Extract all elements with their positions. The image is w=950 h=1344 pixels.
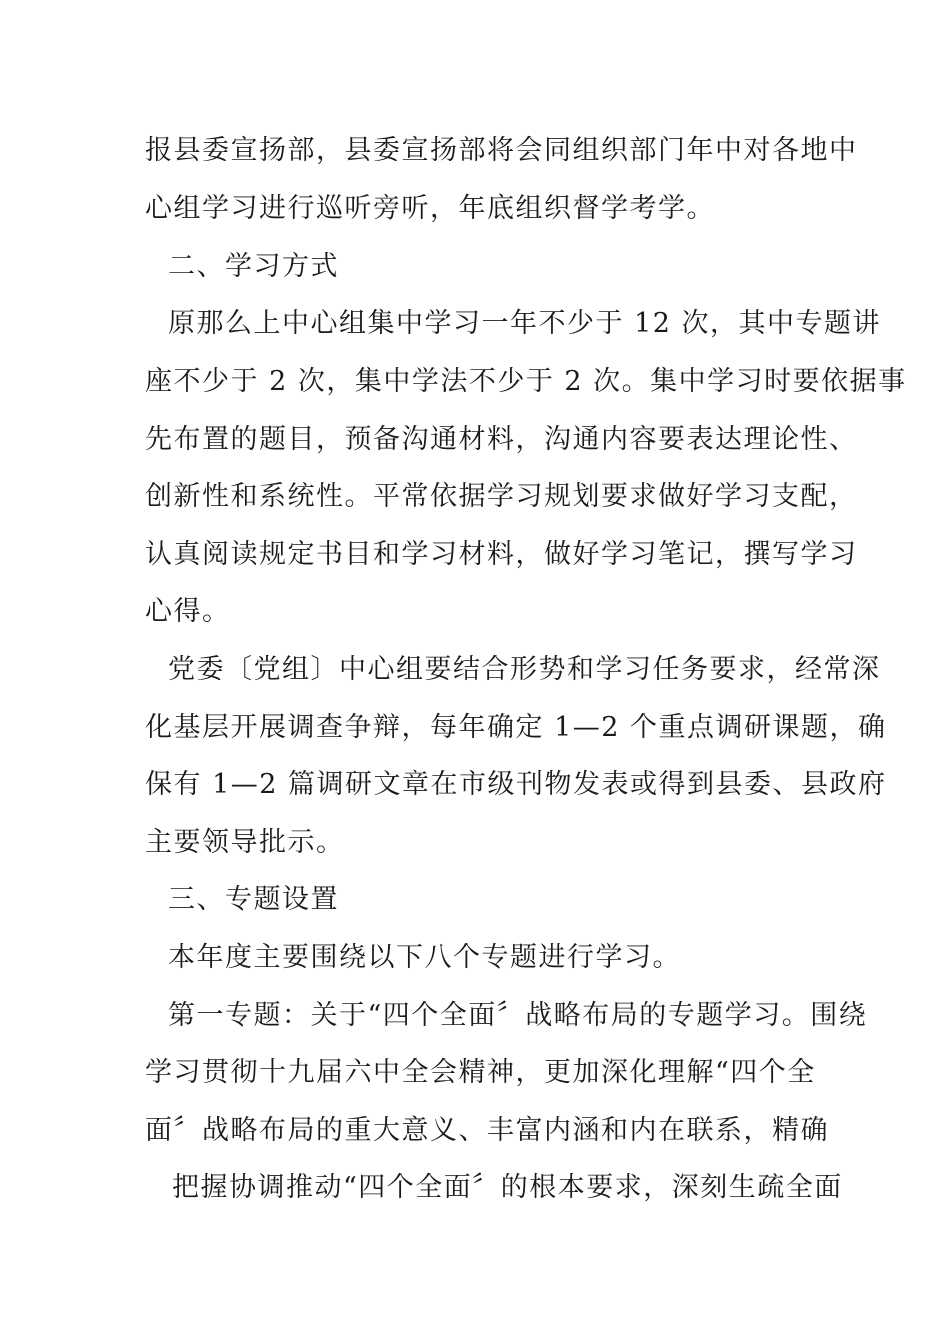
section-heading-study-method: 二、学习方式	[168, 251, 339, 282]
paragraph-line: 座不少于 2 次，集中学法不少于 2 次。集中学习时要依据事	[145, 366, 907, 397]
paragraph-line: 报县委宣扬部，县委宣扬部将会同组织部门年中对各地中	[145, 135, 858, 166]
section-heading-topic-setting: 三、专题设置	[168, 884, 339, 915]
paragraph-line: 学习贯彻十九届六中全会精神，更加深化理解“四个全	[145, 1057, 816, 1088]
paragraph-line: 第一专题：关于“四个全面〞战略布局的专题学习。围绕	[168, 1000, 868, 1031]
paragraph-line: 面〞战略布局的重大意义、丰富内涵和内在联系，精确	[145, 1115, 829, 1146]
paragraph-line: 把握协调推动“四个全面〞的根本要求，深刻生疏全面	[172, 1172, 843, 1203]
paragraph-line: 心得。	[145, 596, 231, 627]
paragraph-line: 化基层开展调查争辩，每年确定 1—2 个重点调研课题，确	[145, 712, 887, 743]
paragraph-line: 党委〔党组〕中心组要结合形势和学习任务要求，经常深	[168, 654, 881, 685]
paragraph-line: 保有 1—2 篇调研文章在市级刊物发表或得到县委、县政府	[145, 769, 887, 800]
paragraph-line: 先布置的题目，预备沟通材料，沟通内容要表达理论性、	[145, 424, 858, 455]
paragraph-line: 原那么上中心组集中学习一年不少于 12 次，其中专题讲	[168, 308, 882, 339]
paragraph-line: 认真阅读规定书目和学习材料，做好学习笔记，撰写学习	[145, 539, 858, 570]
paragraph-line: 创新性和系统性。平常依据学习规划要求做好学习支配，	[145, 481, 858, 512]
paragraph-line: 主要领导批示。	[145, 827, 345, 858]
paragraph-line: 心组学习进行巡听旁听，年底组织督学考学。	[145, 193, 715, 224]
paragraph-line: 本年度主要围绕以下八个专题进行学习。	[168, 942, 681, 973]
